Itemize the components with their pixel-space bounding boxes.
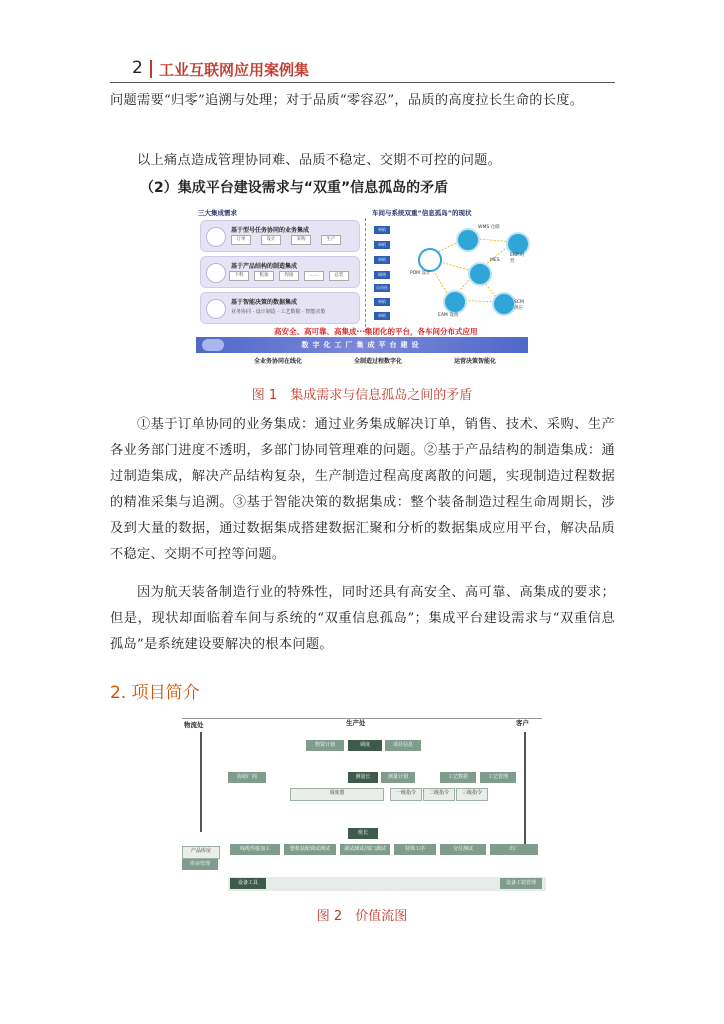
fig2-box: 工艺数据 <box>440 772 476 783</box>
fig1-chip: 下料 <box>229 271 249 281</box>
fig1-box-title: 基于智能决策的数据集成 <box>231 299 298 306</box>
fig1-box-data <box>200 292 360 324</box>
fig1-footer-item: 运营决策智能化 <box>454 358 497 365</box>
fig1-divider <box>365 218 366 332</box>
fig2-box: 一级指令 <box>390 788 422 801</box>
page-number: 2 <box>132 58 143 78</box>
fig2-box: 测量计划 <box>381 772 415 783</box>
paragraph-4: 因为航天装备制造行业的特殊性，同时还具有高安全、高可靠、高集成的要求；但是，现状却面临着车间与系统的“双重信息孤岛”；集成平台建设需求与“双重信息孤岛”是系统建设要解决的根本问题。 <box>110 585 615 652</box>
fig2-equipment-box: 设备工具 <box>230 878 266 889</box>
fig1-tag: 单机 <box>374 226 390 234</box>
fig2-production-label: 生产处 <box>346 719 366 727</box>
fig2-equipment-mgmt-box: 设备工装管理 <box>500 878 542 889</box>
fig2-top-line <box>182 718 542 719</box>
figure-2 <box>178 710 546 894</box>
fig2-right-arrow <box>524 732 526 852</box>
paragraph-1: 问题需要“归零”追溯与处理；对于品质“零容忍”，品质的高度拉长生命的长度。 <box>110 93 584 108</box>
fig2-box: 交付测试 <box>440 844 486 855</box>
fig1-red-text: 高安全、高可靠、高集成···集团化的平台，各车间分布式应用 <box>274 327 478 336</box>
fig2-bottom-band <box>228 877 546 891</box>
fig2-box: 测量长 <box>348 772 378 783</box>
fig1-chip: 采购 <box>291 235 311 245</box>
fig2-box: 工艺管理 <box>480 772 516 783</box>
fig1-tag: 单机 <box>374 256 390 264</box>
fig1-chip: 总装 <box>329 271 349 281</box>
fig1-node-wms <box>456 228 480 252</box>
fig1-node-mes <box>468 262 492 286</box>
gear-icon <box>206 263 226 283</box>
figure-1 <box>196 204 528 372</box>
fig1-platform-bar <box>196 337 528 353</box>
cloud-icon <box>202 339 224 351</box>
fig2-box: 调度 <box>348 740 382 751</box>
fig2-box: 物资计划 <box>306 740 344 751</box>
fig1-node-label: MES <box>490 258 500 263</box>
fig2-box: 二级指令 <box>423 788 455 801</box>
fig2-box: 特殊工序 <box>394 844 436 855</box>
figure-1-caption: 图 1 集成需求与信息孤岛之间的矛盾 <box>251 388 473 403</box>
fig1-box-subtitle: 业务协同 · 设计制造 · 工艺数据 · 智能决策 <box>231 309 326 315</box>
fig1-tag: 网络 <box>374 271 390 279</box>
figure-2-caption: 图 2 价值流图 <box>316 909 408 924</box>
fig1-box-manufacturing <box>200 256 360 288</box>
fig1-chip: 设计 <box>261 235 281 245</box>
fig1-node-eam <box>443 290 467 314</box>
fig1-chip: 机加 <box>254 271 274 281</box>
paragraph-3: ①基于订单协同的业务集成：通过业务集成解决订单，销售、技术、采购、生产各业务部门进度不透明，多部门协同管理难的问题。②基于产品结构的制造集成：通过制造集成，解决产品结构复杂，生产制造过程高度离散的问题，实现制造过程数据的精准采集与追溯。③基于智能决策的数据集成：整个装备制造过程生命周期长，涉及到大量的数据，通过数据集成搭建数据汇聚和分析的数据集成应用平台，解决品质不稳定、交期不可控等问题。 <box>110 417 615 562</box>
book-title: 工业互联网应用案例集 <box>159 61 310 79</box>
fig1-tag: 单机 <box>374 312 390 320</box>
fig1-chip: 订单 <box>231 235 251 245</box>
fig2-box: 调试测试/部门测试 <box>340 844 390 855</box>
fig1-node-pdm <box>418 248 442 272</box>
paragraph-2: 以上痛点造成管理协同难、品质不稳定、交期不可控的问题。 <box>137 153 502 168</box>
fig1-footer-item: 全制造过程数字化 <box>354 358 403 365</box>
fig1-node-label: EAM 设备 <box>438 313 459 318</box>
fig2-store-sub-box: 库房管理 <box>182 859 218 870</box>
data-icon <box>206 299 226 319</box>
fig2-box: 出厂 <box>490 844 538 855</box>
page-header <box>110 56 615 83</box>
fig2-box: 班长 <box>348 828 378 839</box>
fig2-box: 调度器 <box>290 788 384 801</box>
fig2-box: 协助厂商 <box>228 772 266 783</box>
fig1-node-label: PDM 设计 <box>410 271 431 276</box>
fig2-logistics-label: 物流处 <box>184 721 204 729</box>
header-divider <box>150 60 152 78</box>
fig1-node-label: SCM 供应 <box>514 300 524 311</box>
fig1-box-business <box>200 220 360 252</box>
fig1-box-title: 基于产品结构的制造集成 <box>231 263 298 270</box>
fig1-chip: 生产 <box>321 235 341 245</box>
subheading: （2）集成平台建设需求与“双重”信息孤岛的矛盾 <box>140 180 449 196</box>
fig1-right-title: 车间与系统双重“信息孤岛”的现状 <box>372 209 472 217</box>
fig1-node-scm <box>492 292 516 316</box>
fig2-store-box: 产品库房 <box>182 846 220 859</box>
fig1-tag: 单机 <box>374 241 390 249</box>
fig1-footer-item: 全业务协同在线化 <box>254 358 303 365</box>
fig2-left-arrow <box>200 732 202 832</box>
fig2-box: 项目信息 <box>385 740 421 751</box>
fig1-node-label: ERP 经营 <box>510 253 525 264</box>
fig1-chip: 焊接 <box>279 271 299 281</box>
fig2-box: 三级指令 <box>456 788 488 801</box>
fig2-box: 整机装配调试测试 <box>284 844 336 855</box>
fig1-tag: 自动化 <box>376 285 388 290</box>
section-heading: 2. 项目简介 <box>110 683 200 703</box>
fig1-node-label: WMS 仓储 <box>478 225 500 230</box>
fig1-tag: 单机 <box>374 298 390 306</box>
fig2-customer-label: 客户 <box>516 719 529 727</box>
fig1-box-title: 基于型号任务协同的业务集成 <box>231 227 310 234</box>
fig1-chip: …… <box>304 271 324 281</box>
business-icon <box>206 227 226 247</box>
fig2-box: 线缆焊接加工 <box>230 844 280 855</box>
fig1-bar-text: 数字化工厂集成平台建设 <box>301 341 423 349</box>
fig1-left-title: 三大集成需求 <box>198 209 237 217</box>
